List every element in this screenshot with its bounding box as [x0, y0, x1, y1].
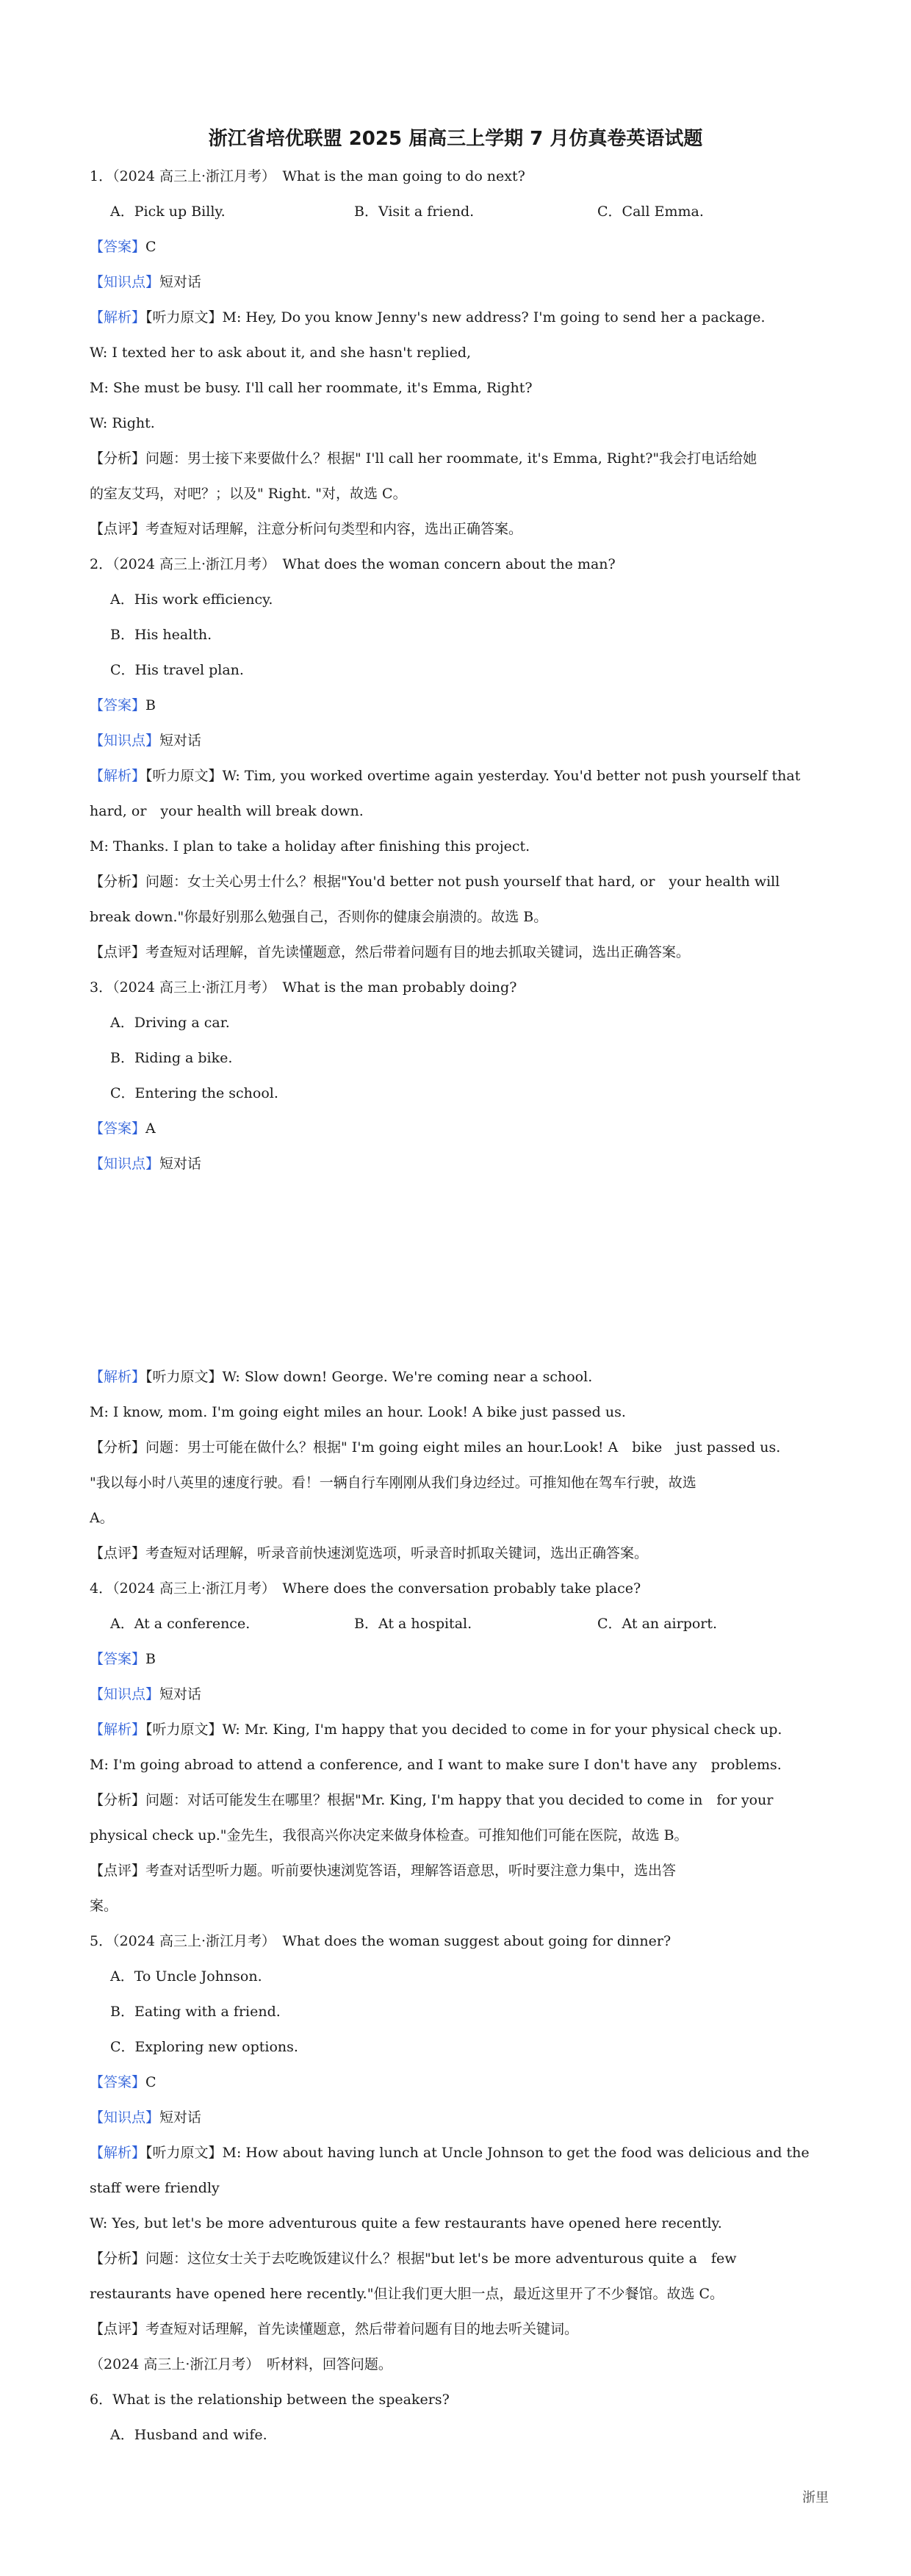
dianping-text: 案。: [90, 1898, 118, 1914]
question-1-stem: 1．（2024 高三上·浙江月考） What is the man going to do next?: [90, 168, 525, 184]
q2-fenxi: [90, 873, 824, 891]
fenxi-tag: 【分析】: [90, 1792, 146, 1808]
q4-dianping: [90, 1862, 824, 1879]
dianping-tag: 【点评】: [90, 1863, 146, 1879]
question-4-stem: 4．（2024 高三上·浙江月考） Where does the conversation probably take place?: [90, 1580, 641, 1597]
knowledge-tag: 【知识点】: [90, 2109, 160, 2126]
knowledge-value: 短对话: [159, 274, 202, 290]
dianping-text: 考查短对话理解，首先读懂题意，然后带着问题有目的地去抓取关键词，选出正确答案。: [145, 944, 691, 960]
q5-dianping: [90, 2320, 824, 2338]
page-title: 浙江省培优联盟 2025 届高三上学期 7 月仿真卷英语试题: [208, 128, 703, 150]
transcript-line: staff were friendly: [90, 2180, 220, 2196]
analysis-tag: 【解析】: [90, 2145, 146, 2161]
knowledge-tag: 【知识点】: [90, 1156, 160, 1172]
question-6-stem: 6．What is the relationship between the speakers?: [90, 2392, 450, 2408]
knowledge-tag: 【知识点】: [90, 274, 160, 290]
fenxi-text: restaurants have opened here recently."但让我们更大胆一点，最近这里开了不少餐馆。故选 C。: [90, 2286, 724, 2302]
q4-analysis: [90, 1721, 824, 1738]
q3-dianping: [90, 1544, 824, 1562]
transcript-line: W: Mr. King, I'm happy that you decided to come in for your physical check up.: [222, 1721, 782, 1738]
dianping-text: 考查短对话理解，首先读懂题意，然后带着问题有目的地去听关键词。: [145, 2321, 579, 2337]
q5-answer: [90, 2073, 824, 2091]
q6-option-a: A．Husband and wife.: [110, 2427, 267, 2443]
source-tag: 【听力原文】: [145, 309, 223, 325]
answer-value: B: [145, 1651, 156, 1667]
q4-knowledge: [90, 1685, 824, 1703]
q2-analysis: [90, 767, 824, 785]
dianping-tag: 【点评】: [90, 521, 146, 537]
answer-tag: 【答案】: [90, 2074, 146, 2090]
q3-option-b: B．Riding a bike.: [110, 1050, 233, 1066]
q5-option-c: C．Exploring new options.: [110, 2039, 298, 2055]
fenxi-tag: 【分析】: [90, 450, 146, 467]
q1-knowledge: [90, 273, 824, 291]
q2-option-a: A．His work efficiency.: [110, 591, 273, 608]
source-tag: 【听力原文】: [145, 2145, 223, 2161]
analysis-tag: 【解析】: [90, 1369, 146, 1385]
q2-answer: [90, 697, 824, 714]
source-tag: 【听力原文】: [145, 768, 223, 784]
transcript-line: W: Tim, you worked overtime again yesterday. You'd better not push yourself that: [222, 768, 801, 784]
fenxi-text: 问题：男士可能在做什么？根据" I'm going eight miles an hour.Look! A bike just passed us.: [145, 1439, 781, 1456]
knowledge-value: 短对话: [159, 2109, 202, 2126]
knowledge-tag: 【知识点】: [90, 1686, 160, 1702]
analysis-tag: 【解析】: [90, 768, 146, 784]
q4-option-b: B．At a hospital.: [354, 1616, 472, 1632]
answer-tag: 【答案】: [90, 1651, 146, 1667]
q3-option-c: C．Entering the school.: [110, 1085, 278, 1101]
transcript-line: W: I texted her to ask about it, and she hasn't replied,: [90, 345, 472, 361]
q2-knowledge: [90, 732, 824, 749]
q4-answer: [90, 1650, 824, 1668]
transcript-line: M: She must be busy. I'll call her roommate, it's Emma, Right?: [90, 380, 533, 396]
fenxi-text: A。: [90, 1510, 114, 1526]
q3-fenxi: [90, 1439, 824, 1456]
transcript-line: M: I'm going abroad to attend a conference, and I want to make sure I don't have any problems.: [90, 1757, 782, 1773]
dianping-text: 考查短对话理解，听录音前快速浏览选项，听录音时抓取关键词，选出正确答案。: [145, 1545, 649, 1561]
answer-value: B: [145, 697, 156, 713]
fenxi-text: 的室友艾玛，对吧？；以及" Right. "对，故选 C。: [90, 486, 407, 502]
fenxi-text: break down."你最好别那么勉强自己，否则你的健康会崩溃的。故选 B。: [90, 909, 548, 925]
transcript-line: hard, or your health will break down.: [90, 803, 364, 819]
q3-answer: [90, 1120, 824, 1137]
source-tag: 【听力原文】: [145, 1721, 223, 1738]
q1-option-a: A．Pick up Billy.: [110, 204, 226, 220]
q5-fenxi: [90, 2250, 824, 2267]
knowledge-value: 短对话: [159, 1156, 202, 1172]
fenxi-text: "我以每小时八英里的速度行驶。看！一辆自行车刚刚从我们身边经过。可推知他在驾车行驶，故选: [90, 1475, 696, 1491]
q5-option-b: B．Eating with a friend.: [110, 2004, 281, 2020]
transcript-line: M: How about having lunch at Uncle Johnson to get the food was delicious and the: [222, 2145, 810, 2161]
section-note: （2024 高三上·浙江月考） 听材料，回答问题。: [90, 2356, 392, 2372]
transcript-line: M: I know, mom. I'm going eight miles an hour. Look! A bike just passed us.: [90, 1404, 626, 1420]
answer-tag: 【答案】: [90, 1120, 146, 1137]
knowledge-value: 短对话: [159, 733, 202, 749]
answer-value: A: [145, 1120, 156, 1137]
q5-option-a: A．To Uncle Johnson.: [110, 1968, 262, 1985]
page-footer: 浙里: [802, 2490, 829, 2505]
analysis-tag: 【解析】: [90, 1721, 146, 1738]
analysis-tag: 【解析】: [90, 309, 146, 325]
q3-option-a: A．Driving a car.: [110, 1015, 230, 1031]
q4-option-a: A．At a conference.: [110, 1616, 251, 1632]
fenxi-text: physical check up."金先生，我很高兴你决定来做身体检查。可推知他们可能在医院，故选 B。: [90, 1827, 688, 1843]
q2-dianping: [90, 943, 824, 961]
fenxi-tag: 【分析】: [90, 2251, 146, 2267]
transcript-line: W: Right.: [90, 415, 155, 431]
q3-knowledge: [90, 1155, 824, 1173]
q5-knowledge: [90, 2109, 824, 2126]
q2-option-c: C．His travel plan.: [110, 662, 244, 678]
dianping-tag: 【点评】: [90, 944, 146, 960]
q2-option-b: B．His health.: [110, 627, 212, 643]
question-5-stem: 5．（2024 高三上·浙江月考） What does the woman suggest about going for dinner?: [90, 1933, 671, 1949]
transcript-line: W: Yes, but let's be more adventurous quite a few restaurants have opened here recently.: [90, 2215, 722, 2231]
fenxi-text: 问题：男士接下来要做什么？根据" I'll call her roommate, it's Emma, Right?"我会打电话给她: [145, 450, 757, 467]
transcript-line: W: Slow down! George. We're coming near a school.: [222, 1369, 593, 1385]
q1-option-b: B．Visit a friend.: [354, 204, 475, 220]
q3-analysis: [90, 1368, 824, 1386]
q4-fenxi: [90, 1791, 824, 1809]
knowledge-tag: 【知识点】: [90, 733, 160, 749]
question-2-stem: 2．（2024 高三上·浙江月考） What does the woman concern about the man?: [90, 556, 616, 572]
knowledge-value: 短对话: [159, 1686, 202, 1702]
source-tag: 【听力原文】: [145, 1369, 223, 1385]
dianping-text: 考查对话型听力题。听前要快速浏览答语，理解答语意思，听时要注意力集中，选出答: [145, 1863, 677, 1879]
q1-answer: [90, 238, 824, 256]
q5-analysis: [90, 2144, 824, 2162]
fenxi-text: 问题：这位女士关于去吃晚饭建议什么？根据"but let's be more adventurous quite a few: [145, 2251, 737, 2267]
fenxi-text: 问题：对话可能发生在哪里？根据"Mr. King, I'm happy that you decided to come in for your: [145, 1792, 774, 1808]
fenxi-tag: 【分析】: [90, 1439, 146, 1456]
q1-option-c: C．Call Emma.: [597, 204, 704, 220]
dianping-tag: 【点评】: [90, 1545, 146, 1561]
q1-fenxi: [90, 450, 824, 467]
answer-tag: 【答案】: [90, 697, 146, 713]
dianping-text: 考查短对话理解，注意分析问句类型和内容，选出正确答案。: [145, 521, 523, 537]
question-3-stem: 3．（2024 高三上·浙江月考） What is the man probably doing?: [90, 979, 517, 996]
answer-value: C: [145, 239, 156, 255]
fenxi-text: 问题：女士关心男士什么？根据"You'd better not push yourself that hard, or your health will: [145, 874, 780, 890]
answer-tag: 【答案】: [90, 239, 146, 255]
q1-analysis: [90, 309, 824, 326]
fenxi-tag: 【分析】: [90, 874, 146, 890]
q1-dianping: [90, 520, 824, 538]
q4-option-c: C．At an airport.: [597, 1616, 718, 1632]
transcript-line: M: Thanks. I plan to take a holiday after finishing this project.: [90, 838, 530, 855]
transcript-line: M: Hey, Do you know Jenny's new address? I'm going to send her a package.: [222, 309, 766, 325]
answer-value: C: [145, 2074, 156, 2090]
dianping-tag: 【点评】: [90, 2321, 146, 2337]
